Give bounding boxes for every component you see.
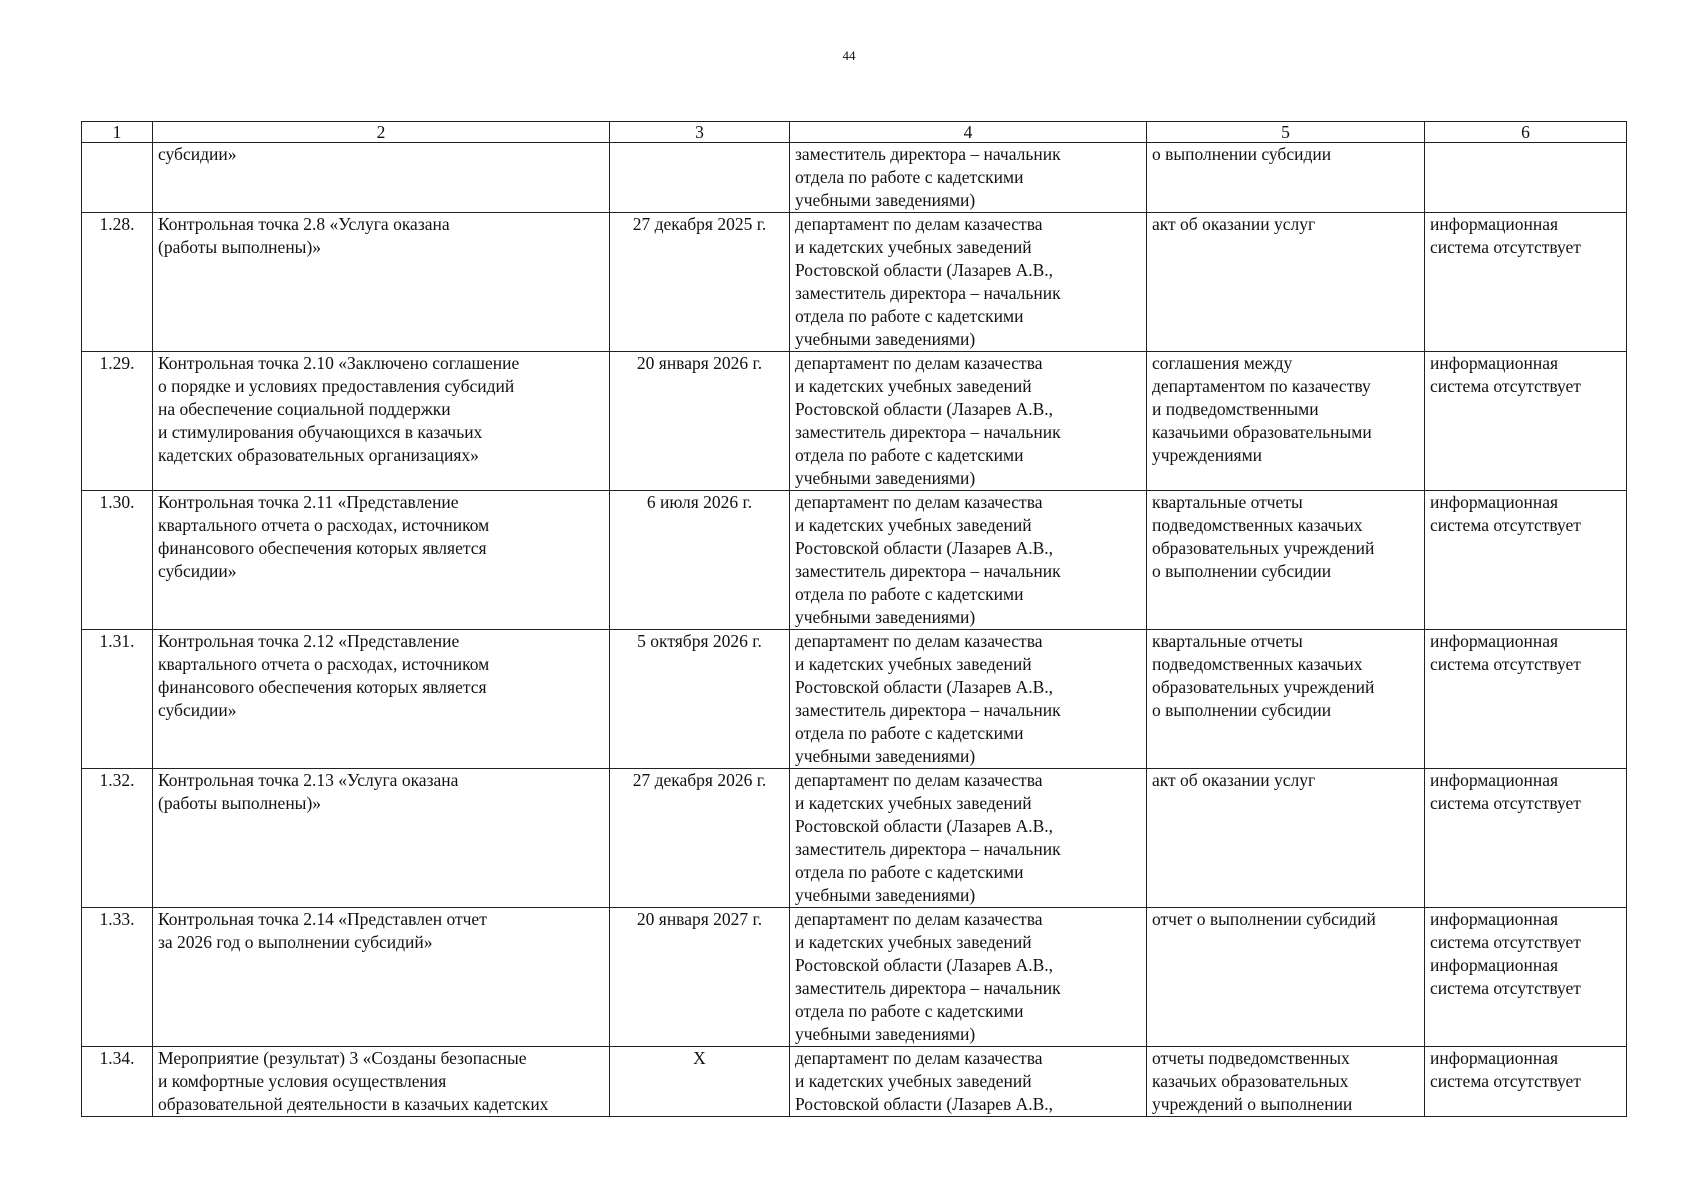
responsible-cell-line: департамент по делам казачества <box>795 1048 1043 1068</box>
event-name-cell-line: Контрольная точка 2.11 «Представление <box>158 492 459 512</box>
row-number-cell: 1.32. <box>82 769 153 908</box>
event-name-cell-line: и комфортные условия осуществления <box>158 1071 447 1091</box>
responsible-cell-line: и кадетских учебных заведений <box>795 793 1032 813</box>
info-system-cell <box>1425 908 1627 1047</box>
event-name-cell-line: на обеспечение социальной поддержки <box>158 399 451 419</box>
event-name-cell-line: (работы выполнены)» <box>158 793 322 813</box>
document-cell-line: департаментом по казачеству <box>1152 376 1371 396</box>
responsible-cell-line: учебными заведениями) <box>795 329 976 349</box>
info-system-cell <box>1425 630 1627 769</box>
responsible-cell-line: департамент по делам казачества <box>795 909 1043 929</box>
info-system-cell <box>1425 143 1627 213</box>
document-cell-line: о выполнении субсидии <box>1152 144 1332 164</box>
header-cell: 3 <box>610 122 790 143</box>
deadline-cell: 20 января 2026 г. <box>610 352 790 491</box>
responsible-cell <box>790 213 1147 352</box>
deadline-cell <box>610 143 790 213</box>
event-name-cell-line: Контрольная точка 2.14 «Представлен отчет <box>158 909 487 929</box>
row-number-cell: 1.33. <box>82 908 153 1047</box>
info-system-cell-line: информационная <box>1430 909 1559 929</box>
responsible-cell-line: отдела по работе с кадетскими <box>795 584 1024 604</box>
responsible-cell-line: департамент по делам казачества <box>795 492 1043 512</box>
responsible-cell <box>790 1047 1147 1117</box>
responsible-cell-line: отдела по работе с кадетскими <box>795 862 1024 882</box>
event-name-cell-line: кадетских образовательных организациях» <box>158 445 479 465</box>
info-system-cell-line: система отсутствует <box>1430 978 1581 998</box>
event-name-cell-line: Контрольная точка 2.12 «Представление <box>158 631 460 651</box>
responsible-cell-line: заместитель директора – начальник <box>795 839 1061 859</box>
responsible-cell-line: заместитель директора – начальник <box>795 561 1061 581</box>
responsible-cell-line: учебными заведениями) <box>795 468 976 488</box>
document-cell-line: акт об оказании услуг <box>1152 770 1316 790</box>
row-number-cell: 1.28. <box>82 213 153 352</box>
responsible-cell-line: учебными заведениями) <box>795 885 976 905</box>
document-cell-line: о выполнении субсидии <box>1152 700 1332 720</box>
responsible-cell-line: заместитель директора – начальник <box>795 422 1061 442</box>
responsible-cell-line: и кадетских учебных заведений <box>795 932 1032 952</box>
event-name-cell <box>153 213 610 352</box>
info-system-cell <box>1425 213 1627 352</box>
header-cell: 2 <box>153 122 610 143</box>
deadline-cell: 27 декабря 2025 г. <box>610 213 790 352</box>
responsible-cell <box>790 491 1147 630</box>
info-system-cell <box>1425 352 1627 491</box>
document-cell-line: квартальные отчеты <box>1152 631 1303 651</box>
document-cell <box>1147 143 1425 213</box>
info-system-cell-line: система отсутствует <box>1430 376 1581 396</box>
row-number-cell <box>82 143 153 213</box>
event-name-cell <box>153 143 610 213</box>
responsible-cell-line: заместитель директора – начальник <box>795 700 1061 720</box>
document-cell-line: образовательных учреждений <box>1152 538 1375 558</box>
table-row-continuation <box>82 143 1627 213</box>
responsible-cell-line: департамент по делам казачества <box>795 353 1043 373</box>
info-system-cell <box>1425 769 1627 908</box>
deadline-cell: Х <box>610 1047 790 1117</box>
header-cell: 6 <box>1425 122 1627 143</box>
document-cell-line: отчет о выполнении субсидий <box>1152 909 1376 929</box>
document-cell-line: соглашения между <box>1152 353 1293 373</box>
info-system-cell-line: информационная <box>1430 214 1559 234</box>
event-name-cell-line: субсидии» <box>158 561 237 581</box>
info-system-cell-line: система отсутствует <box>1430 515 1581 535</box>
deadline-cell: 5 октября 2026 г. <box>610 630 790 769</box>
info-system-cell <box>1425 491 1627 630</box>
responsible-cell-line: учебными заведениями) <box>795 607 976 627</box>
responsible-cell-line: Ростовской области (Лазарев А.В., <box>795 399 1054 419</box>
table-row <box>82 491 1627 630</box>
event-name-cell <box>153 1047 610 1117</box>
responsible-cell-line: отдела по работе с кадетскими <box>795 723 1024 743</box>
responsible-cell-line: учебными заведениями) <box>795 190 976 210</box>
document-cell <box>1147 213 1425 352</box>
responsible-cell <box>790 630 1147 769</box>
info-system-cell-line: система отсутствует <box>1430 1071 1581 1091</box>
info-system-cell-line: информационная <box>1430 770 1559 790</box>
event-name-cell-line: финансового обеспечения которых является <box>158 677 487 697</box>
document-cell-line: акт об оказании услуг <box>1152 214 1316 234</box>
document-cell-line: образовательных учреждений <box>1152 677 1375 697</box>
responsible-cell-line: Ростовской области (Лазарев А.В., <box>795 260 1054 280</box>
event-name-cell <box>153 908 610 1047</box>
responsible-cell-line: заместитель директора – начальник <box>795 283 1061 303</box>
info-system-cell-line: система отсутствует <box>1430 793 1581 813</box>
document-cell <box>1147 352 1425 491</box>
header-cell: 5 <box>1147 122 1425 143</box>
table-row <box>82 213 1627 352</box>
table-row <box>82 352 1627 491</box>
responsible-cell-line: отдела по работе с кадетскими <box>795 167 1024 187</box>
document-cell-line: учреждениями <box>1152 445 1263 465</box>
responsible-cell-line: отдела по работе с кадетскими <box>795 306 1024 326</box>
responsible-cell-line: департамент по делам казачества <box>795 770 1043 790</box>
table-header-row <box>82 122 1627 143</box>
responsible-cell <box>790 769 1147 908</box>
event-name-cell-line: финансового обеспечения которых является <box>158 538 487 558</box>
info-system-cell <box>1425 1047 1627 1117</box>
table-row <box>82 908 1627 1047</box>
document-cell-line: о выполнении субсидии <box>1152 561 1332 581</box>
control-points-table <box>81 121 1627 1117</box>
event-name-cell-line: Контрольная точка 2.10 «Заключено соглашение <box>158 353 520 373</box>
info-system-cell-line: система отсутствует <box>1430 237 1581 257</box>
info-system-cell-line: система отсутствует <box>1430 932 1581 952</box>
info-system-cell-line: информационная <box>1430 955 1559 975</box>
responsible-cell-line: отдела по работе с кадетскими <box>795 445 1024 465</box>
responsible-cell-line: и кадетских учебных заведений <box>795 1071 1032 1091</box>
deadline-cell: 6 июля 2026 г. <box>610 491 790 630</box>
page-number: 44 <box>842 48 856 63</box>
responsible-cell-line: учебными заведениями) <box>795 746 976 766</box>
event-name-cell-line: квартального отчета о расходах, источником <box>158 515 490 535</box>
responsible-cell-line: Ростовской области (Лазарев А.В., <box>795 816 1054 836</box>
event-name-cell-line: Контрольная точка 2.13 «Услуга оказана <box>158 770 459 790</box>
event-name-cell-line: субсидии» <box>158 144 237 164</box>
info-system-cell-line: информационная <box>1430 1048 1559 1068</box>
responsible-cell <box>790 908 1147 1047</box>
event-name-cell-line: (работы выполнены)» <box>158 237 322 257</box>
info-system-cell-line: информационная <box>1430 631 1559 651</box>
info-system-cell-line: система отсутствует <box>1430 654 1581 674</box>
responsible-cell-line: Ростовской области (Лазарев А.В., <box>795 538 1054 558</box>
responsible-cell-line: и кадетских учебных заведений <box>795 237 1032 257</box>
deadline-cell: 27 декабря 2026 г. <box>610 769 790 908</box>
document-cell <box>1147 491 1425 630</box>
responsible-cell-line: заместитель директора – начальник <box>795 978 1061 998</box>
document-cell-line: казачьих образовательных <box>1152 1071 1349 1091</box>
header-cell: 4 <box>790 122 1147 143</box>
table-row <box>82 769 1627 908</box>
responsible-cell-line: заместитель директора – начальник <box>795 144 1061 164</box>
responsible-cell-line: Ростовской области (Лазарев А.В., <box>795 1094 1054 1114</box>
event-name-cell-line: о порядке и условиях предоставления субсидий <box>158 376 515 396</box>
responsible-cell-line: и кадетских учебных заведений <box>795 376 1032 396</box>
event-name-cell <box>153 491 610 630</box>
table-row <box>82 1047 1627 1117</box>
event-name-cell <box>153 352 610 491</box>
row-number-cell: 1.29. <box>82 352 153 491</box>
event-name-cell-line: квартального отчета о расходах, источником <box>158 654 490 674</box>
event-name-cell-line: образовательной деятельности в казачьих кадетских <box>158 1094 549 1114</box>
event-name-cell <box>153 630 610 769</box>
document-cell <box>1147 630 1425 769</box>
document-cell-line: подведомственных казачьих <box>1152 654 1363 674</box>
document-cell-line: казачьими образовательными <box>1152 422 1372 442</box>
event-name-cell-line: и стимулирования обучающихся в казачьих <box>158 422 483 442</box>
row-number-cell: 1.31. <box>82 630 153 769</box>
header-cell: 1 <box>82 122 153 143</box>
document-cell <box>1147 769 1425 908</box>
info-system-cell-line: информационная <box>1430 353 1559 373</box>
responsible-cell-line: отдела по работе с кадетскими <box>795 1001 1024 1021</box>
responsible-cell <box>790 352 1147 491</box>
responsible-cell-line: и кадетских учебных заведений <box>795 654 1032 674</box>
info-system-cell-line: информационная <box>1430 492 1559 512</box>
event-name-cell-line: Контрольная точка 2.8 «Услуга оказана <box>158 214 450 234</box>
event-name-cell-line: Мероприятие (результат) 3 «Созданы безопасные <box>158 1048 527 1068</box>
document-cell <box>1147 1047 1425 1117</box>
responsible-cell <box>790 143 1147 213</box>
event-name-cell-line: субсидии» <box>158 700 237 720</box>
responsible-cell-line: Ростовской области (Лазарев А.В., <box>795 955 1054 975</box>
responsible-cell-line: учебными заведениями) <box>795 1024 976 1044</box>
row-number-cell: 1.30. <box>82 491 153 630</box>
document-cell-line: квартальные отчеты <box>1152 492 1303 512</box>
responsible-cell-line: департамент по делам казачества <box>795 631 1043 651</box>
document-cell-line: отчеты подведомственных <box>1152 1048 1350 1068</box>
document-cell-line: подведомственных казачьих <box>1152 515 1363 535</box>
document-cell-line: учреждений о выполнении <box>1152 1094 1353 1114</box>
table-row <box>82 630 1627 769</box>
deadline-cell: 20 января 2027 г. <box>610 908 790 1047</box>
document-cell <box>1147 908 1425 1047</box>
row-number-cell: 1.34. <box>82 1047 153 1117</box>
document-cell-line: и подведомственными <box>1152 399 1319 419</box>
responsible-cell-line: департамент по делам казачества <box>795 214 1043 234</box>
event-name-cell <box>153 769 610 908</box>
responsible-cell-line: и кадетских учебных заведений <box>795 515 1032 535</box>
responsible-cell-line: Ростовской области (Лазарев А.В., <box>795 677 1054 697</box>
event-name-cell-line: за 2026 год о выполнении субсидий» <box>158 932 433 952</box>
